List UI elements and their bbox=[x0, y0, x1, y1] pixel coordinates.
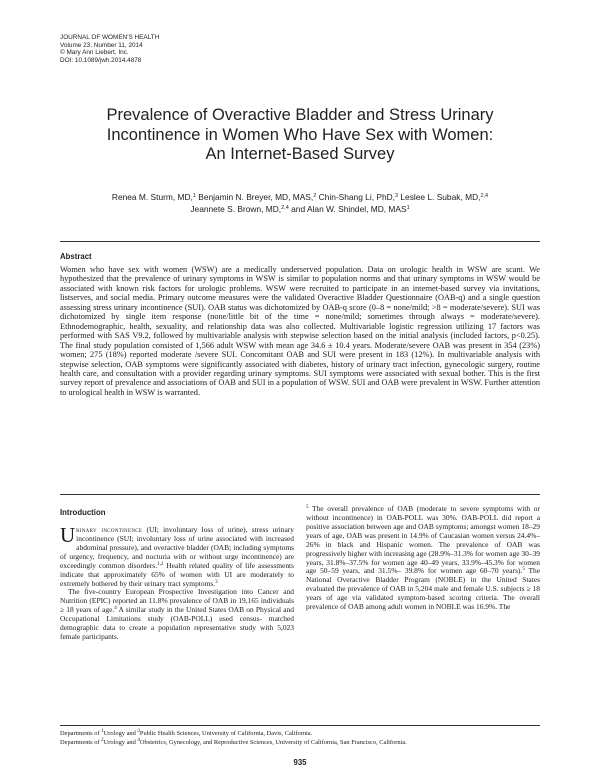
paragraph-text: The five-country European Prospective Investigation into Cancer and Nutrition (EPIC) reported an 11.8% prevalence of OAB in 19,165 individuals ≥ 18 years of age. bbox=[60, 587, 294, 615]
column-left bbox=[60, 523, 295, 642]
paragraph-text: The overall prevalence of OAB (moderate to severe symptoms with or without incontinence) in OAB-POLL was 30%. OAB-POLL did report a positive association between age and OAB symptoms; amongst women 18–29 years of age, OAB was present in 14.9% of Caucasian women versus 24.4%–26% in black and Hispanic women. The prevalence of OAB was progressively higher with increasing age (28.9%–31.3% for women age 30–39 years, 31.8%–37.5% for women age 40–49 years, 33.9%–45.3% for women age 50–59 years, and 31.5%– 39.8% for women age 60–70 years). bbox=[306, 504, 541, 576]
paragraph-text: Health related quality of life assessments indicate that approximately 65% of women with UI are moderately to extremely bothered by their urinary tract symptoms. bbox=[60, 560, 294, 588]
affiliation-marker: 1 bbox=[406, 205, 410, 211]
affiliation-marker: 2,4 bbox=[281, 205, 289, 211]
affiliation-marker: 1 bbox=[101, 729, 104, 734]
small-caps-lead: rinary incontinence bbox=[76, 525, 143, 534]
journal-doi[interactable]: DOI: 10.1089/jwh.2014.4878 bbox=[60, 56, 142, 64]
paragraph-text: A similar study in the United States OAB on Physical and Occupational Limitations study (OAB-POLL) used census- matched demographic data to create a population representative study with 5,023 female participants. bbox=[60, 605, 294, 642]
journal-name: JOURNAL OF WOMEN'S HEALTH bbox=[60, 34, 160, 41]
citation: 1,2 bbox=[157, 561, 164, 567]
divider bbox=[60, 725, 540, 726]
footnote-text: Urology and bbox=[103, 730, 138, 737]
author-name: Renea M. Sturm, MD, bbox=[111, 192, 193, 202]
introduction-heading: Introduction bbox=[60, 508, 106, 517]
page-number: 935 bbox=[293, 758, 307, 767]
article-title bbox=[60, 106, 540, 165]
affiliation-marker: 3 bbox=[137, 729, 140, 734]
affiliation-marker: 1 bbox=[192, 193, 196, 199]
drop-cap: U bbox=[60, 523, 76, 547]
abstract-heading: Abstract bbox=[60, 252, 92, 261]
journal-copyright: © Mary Ann Liebert, Inc. bbox=[60, 49, 129, 57]
paragraph bbox=[60, 523, 295, 588]
citation: 5 bbox=[522, 567, 525, 573]
title-line: Prevalence of Overactive Bladder and Stress Urinary bbox=[106, 106, 494, 124]
divider bbox=[60, 241, 540, 242]
affiliation-footnotes bbox=[60, 729, 550, 747]
paragraph-text: (UI; involuntary loss of urine), stress urinary incontinence (SUI; involuntary loss of urine associated with increased abdominal pressure), and overactive bladder (OAB; including symptoms of urgency, frequency, and nocturia with or without urge incontinence) are exceedingly common disorders. bbox=[60, 525, 295, 570]
author-line bbox=[60, 191, 540, 203]
paragraph bbox=[60, 588, 294, 642]
abstract-text: Women who have sex with women (WSW) are a medically underserved population. Data on urologic health in WSW are scant. We hypothesized that the prevalence of urinary symptoms in WSW is similar to population norms and that urinary symptoms in WSW would be associated with known risk factors for urologic problems. WSW were recruited to participate in an internet-based survey via invitations, listserves, and social media. Primary outcome measures were the validated Overactive Bladder Questionnaire (OAB-q) and a single question assessing stress urinary incontinence (SUI). OAB status was dichotomized by OAB-q score (0–8 = none/mild; >8 = moderate/severe). SUI was dichotomized by single item response (none/little bit of the time = none/mild; sometimes through always = moderate/severe). Ethnodemographic, health, sexuality, and relationship data was also collected. Multivariable logistic regression utilizing 17 factors was performed with SAS V9.2, followed by multivariable analysis with stepwise selection based on the initial analysis (included factors, p<0.25). The final study population consisted of 1,566 adult WSW with mean age 34.6 ± 10.4 years. Moderate/severe OAB was present in 354 (23%) women; 275 (18%) reported moderate /severe SUI. Concomitant OAB and SUI were present in 183 (12%). In multivariable analysis with stepwise selection, OAB symptoms were significantly associated with diabetes, history of urinary tract infection, gynecologic surgery, routine health care, and consultation with a provider regarding urinary symptoms. SUI symptoms were associated with sexual bother. This is the first survey report of prevalence and associations of OAB and SUI in a population of WSW. SUI and OAB were prevalent in WSW. Further attention to urological health in WSW is warranted. bbox=[60, 265, 540, 397]
paragraph-text: The National Overactive Bladder Program (NOBLE) in the United States evaluated the prevalence of OAB in 5,204 male and female U.S. subjects ≥ 18 years of age via validated symptom-based scoring criteria. The overall prevalence of OAB among adult women in NOBLE was 16.9%. The bbox=[306, 566, 541, 612]
footnote-text: Departments of bbox=[60, 739, 102, 746]
author-list bbox=[60, 191, 540, 215]
title-line: Incontinence in Women Who Have Sex with Women: bbox=[106, 125, 494, 144]
affiliation-marker: 2 bbox=[101, 738, 104, 743]
author-name: Chin-Shang Li, PhD, bbox=[316, 192, 395, 202]
author-line bbox=[60, 203, 540, 215]
divider bbox=[60, 494, 540, 495]
footnote-text: Obstetrics, Gynecology, and Reproductive Sciences, University of California, San Francisco, California. bbox=[139, 739, 407, 746]
journal-metadata bbox=[60, 34, 159, 64]
footnote-text: Public Health Sciences, University of California, Davis, California. bbox=[139, 730, 313, 737]
affiliation-marker: 4 bbox=[137, 738, 140, 743]
column-right bbox=[306, 505, 540, 612]
paragraph bbox=[306, 505, 540, 612]
journal-volume: Volume 23, Number 11, 2014 bbox=[60, 41, 143, 49]
affiliation-marker: 3 bbox=[394, 193, 399, 199]
author-name: Jeannete S. Brown, MD, bbox=[190, 204, 282, 214]
author-name: Leslee L. Subak, MD, bbox=[398, 192, 481, 202]
citation: 4 bbox=[114, 606, 117, 612]
footnote-text: Urology and bbox=[103, 739, 138, 746]
citation: 5 bbox=[306, 505, 309, 510]
footnote bbox=[60, 729, 550, 738]
author-name: Benjamin N. Breyer, MD, MAS, bbox=[195, 192, 314, 202]
title-line: An Internet-Based Survey bbox=[205, 145, 395, 163]
footnote-text: Departments of bbox=[60, 730, 102, 737]
citation: 3 bbox=[215, 579, 218, 585]
affiliation-marker: 2 bbox=[313, 193, 317, 199]
footnote bbox=[60, 738, 550, 747]
affiliation-marker: 2,4 bbox=[480, 193, 489, 199]
author-name: and Alan W. Shindel, MD, MAS bbox=[288, 204, 407, 214]
